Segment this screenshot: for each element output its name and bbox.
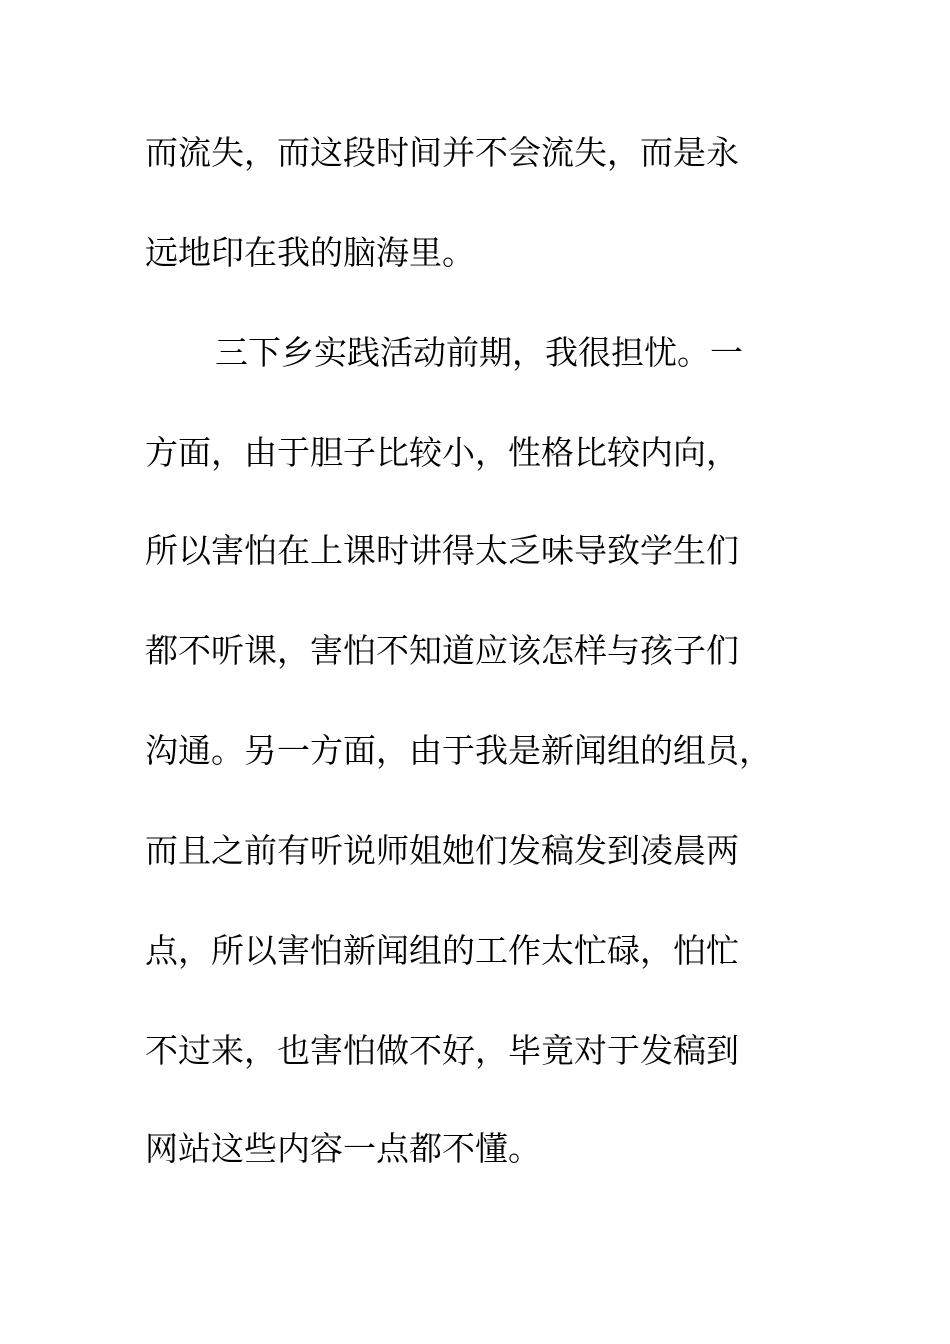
text-line: 网站这些内容一点都不懂。: [145, 1129, 541, 1168]
text-line: 都不听课，害怕不知道应该怎样与孩子们: [145, 631, 739, 670]
text-line: 沟通。另一方面，由于我是新闻组的组员，: [145, 731, 772, 770]
text-line: 方面，由于胆子比较小，性格比较内向，: [145, 433, 739, 472]
text-line: 而且之前有听说师姐她们发稿发到凌晨两: [145, 831, 739, 870]
text-line: 点，所以害怕新闻组的工作太忙碌，怕忙: [145, 931, 739, 970]
text-line: 远地印在我的脑海里。: [145, 233, 475, 272]
text-line: 而流失，而这段时间并不会流失，而是永: [145, 133, 739, 172]
text-line: 所以害怕在上课时讲得太乏味导致学生们: [145, 531, 739, 570]
paragraph-first-line: 三下乡实践活动前期，我很担忧。一: [215, 333, 743, 372]
text-line: 不过来，也害怕做不好，毕竟对于发稿到: [145, 1031, 739, 1070]
